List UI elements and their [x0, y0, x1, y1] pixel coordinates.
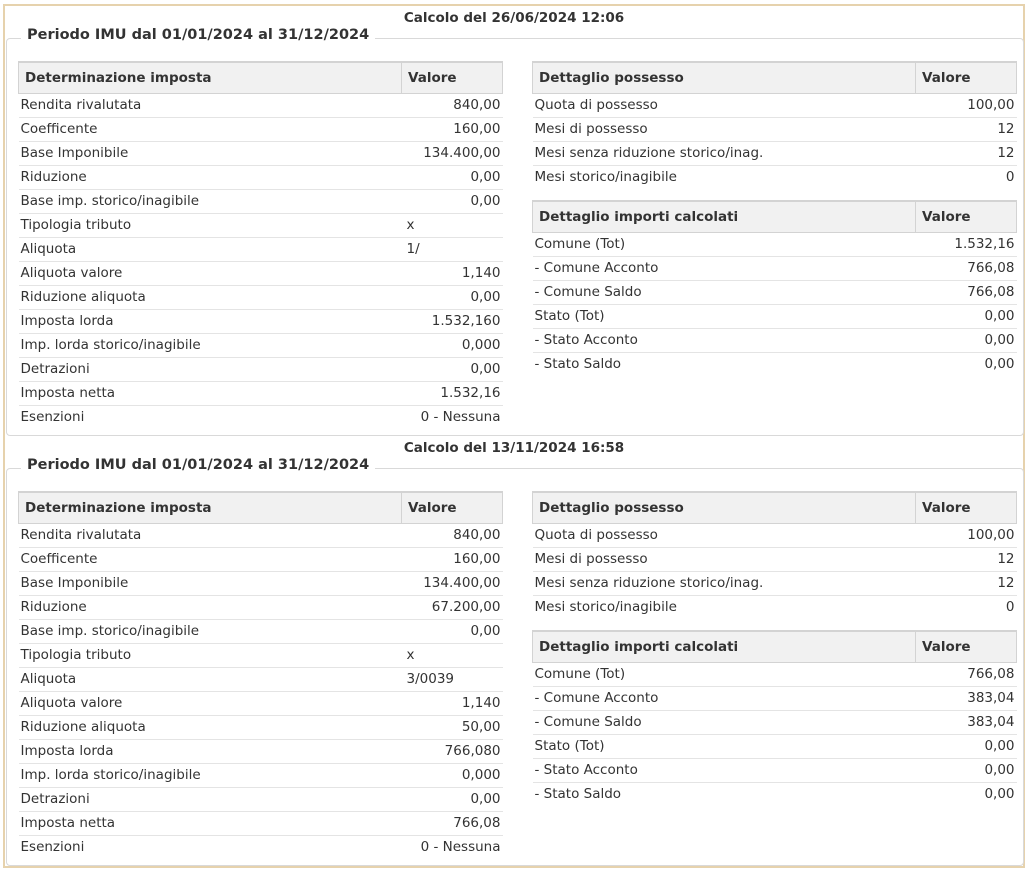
- row-label: Mesi di possesso: [533, 547, 916, 571]
- row-value: 383,04: [916, 686, 1017, 710]
- table-row: [19, 715, 503, 739]
- table-row: [533, 758, 1017, 782]
- row-value: 0,00: [916, 758, 1017, 782]
- periodo-fieldset: [6, 457, 1024, 866]
- calcolo-title: Calcolo del 13/11/2024 16:58: [403, 440, 625, 456]
- column-header-importi[interactable]: Dettaglio importi calcolati: [533, 631, 916, 662]
- table-row: [19, 547, 503, 571]
- table-row: [19, 763, 503, 787]
- column-header-valore[interactable]: Valore: [916, 62, 1017, 93]
- row-label: Esenzioni: [20, 409, 85, 426]
- determinazione-imposta-table: [18, 491, 503, 859]
- row-label: - Stato Acconto: [533, 328, 916, 352]
- row-value: 160,00: [402, 117, 503, 141]
- row-value: 100,00: [916, 523, 1017, 547]
- column-header-determinazione[interactable]: Determinazione imposta: [19, 492, 402, 523]
- row-label: Comune (Tot): [533, 662, 916, 686]
- dettaglio-importi-table: [532, 630, 1017, 806]
- dettaglio-importi-table: [532, 200, 1017, 376]
- row-label: Coefficente: [19, 117, 402, 141]
- row-label: - Stato Saldo: [534, 786, 622, 803]
- row-value: 766,08: [916, 256, 1017, 280]
- row-value: 12: [916, 547, 1017, 571]
- row-label: - Comune Saldo: [533, 710, 916, 734]
- table-row: [19, 213, 503, 237]
- table-row: [19, 643, 503, 667]
- row-label: Riduzione: [19, 595, 402, 619]
- table-row: [19, 691, 503, 715]
- row-value: 0: [1005, 169, 1015, 186]
- column-header-determinazione[interactable]: Determinazione imposta: [19, 62, 402, 93]
- column-header-valore[interactable]: Valore: [402, 62, 503, 93]
- row-label: Imposta netta: [19, 381, 402, 405]
- row-label: Coefficente: [19, 547, 402, 571]
- calcolo-title: Calcolo del 26/06/2024 12:06: [403, 10, 625, 26]
- row-label: Base Imponibile: [19, 571, 402, 595]
- row-label: Stato (Tot): [533, 304, 916, 328]
- row-value: 100,00: [916, 93, 1017, 117]
- table-row: [533, 571, 1017, 595]
- row-value: 67.200,00: [402, 595, 503, 619]
- periodo-legend: Periodo IMU dal 01/01/2024 al 31/12/2024: [21, 27, 375, 43]
- row-value: 1.532,16: [916, 232, 1017, 256]
- determinazione-imposta-table: [18, 61, 503, 429]
- row-value: 766,080: [402, 739, 503, 763]
- row-label: Base imp. storico/inagibile: [19, 619, 402, 643]
- row-value: 0: [1005, 599, 1015, 616]
- row-value: 12: [916, 141, 1017, 165]
- row-value: x: [402, 643, 503, 667]
- table-row: [533, 710, 1017, 734]
- row-label: Rendita rivalutata: [19, 93, 402, 117]
- row-value: 0,00: [402, 357, 503, 381]
- row-label: Aliquota valore: [19, 261, 402, 285]
- row-value: 766,08: [916, 280, 1017, 304]
- row-label: Mesi di possesso: [533, 117, 916, 141]
- table-row: [19, 261, 503, 285]
- row-label: Aliquota: [19, 237, 402, 261]
- table-row: [533, 93, 1017, 117]
- table-row: [19, 811, 503, 835]
- row-label: Esenzioni: [20, 839, 85, 856]
- row-value: 840,00: [402, 93, 503, 117]
- row-label: Base imp. storico/inagibile: [19, 189, 402, 213]
- row-value: 0 - Nessuna: [420, 409, 501, 426]
- row-label: - Stato Acconto: [533, 758, 916, 782]
- table-row: [19, 141, 503, 165]
- row-label: Tipologia tributo: [19, 643, 402, 667]
- row-label: - Comune Acconto: [533, 256, 916, 280]
- row-label: Mesi senza riduzione storico/inag.: [533, 571, 916, 595]
- row-value: 1,140: [402, 691, 503, 715]
- row-value: 134.400,00: [402, 571, 503, 595]
- table-row: [533, 547, 1017, 571]
- row-label: - Comune Saldo: [533, 280, 916, 304]
- table-row: [19, 117, 503, 141]
- row-value: 134.400,00: [402, 141, 503, 165]
- row-value: 3/0039: [402, 667, 503, 691]
- table-row: [19, 309, 503, 333]
- table-row: [19, 405, 503, 429]
- row-label: Aliquota: [19, 667, 402, 691]
- table-row: [533, 782, 1017, 806]
- row-value: 1,140: [402, 261, 503, 285]
- table-row: [533, 304, 1017, 328]
- table-row: [533, 165, 1017, 189]
- table-row: [533, 280, 1017, 304]
- row-label: Base Imponibile: [19, 141, 402, 165]
- table-row: [19, 333, 503, 357]
- table-row: [533, 662, 1017, 686]
- column-header-importi[interactable]: Dettaglio importi calcolati: [533, 201, 916, 232]
- periodo-legend: Periodo IMU dal 01/01/2024 al 31/12/2024: [21, 457, 375, 473]
- table-row: [533, 352, 1017, 376]
- row-value: 50,00: [402, 715, 503, 739]
- row-value: 1.532,16: [402, 381, 503, 405]
- row-label: Mesi senza riduzione storico/inag.: [533, 141, 916, 165]
- row-label: Aliquota valore: [19, 691, 402, 715]
- row-value: 840,00: [402, 523, 503, 547]
- table-row: [533, 256, 1017, 280]
- table-row: [19, 667, 503, 691]
- row-value: 0,00: [916, 304, 1017, 328]
- table-row: [19, 189, 503, 213]
- table-row: [19, 739, 503, 763]
- row-label: Imposta lorda: [19, 309, 402, 333]
- row-label: Detrazioni: [19, 787, 402, 811]
- row-value: 0,00: [402, 619, 503, 643]
- column-header-valore[interactable]: Valore: [916, 631, 1017, 662]
- row-value: 766,08: [916, 662, 1017, 686]
- row-label: Mesi storico/inagibile: [534, 599, 677, 616]
- table-row: [533, 523, 1017, 547]
- column-header-valore[interactable]: Valore: [916, 201, 1017, 232]
- row-value: 0,00: [402, 189, 503, 213]
- column-header-possesso[interactable]: Dettaglio possesso: [533, 62, 916, 93]
- row-label: Rendita rivalutata: [19, 523, 402, 547]
- row-value: 1.532,160: [402, 309, 503, 333]
- dettaglio-possesso-table: [532, 61, 1017, 189]
- row-value: 12: [916, 571, 1017, 595]
- row-label: - Comune Acconto: [533, 686, 916, 710]
- table-row: [19, 237, 503, 261]
- row-label: Imposta lorda: [19, 739, 402, 763]
- table-row: [19, 571, 503, 595]
- column-header-valore[interactable]: Valore: [402, 492, 503, 523]
- row-value: 0,00: [402, 787, 503, 811]
- table-row: [19, 165, 503, 189]
- table-row: [19, 787, 503, 811]
- row-label: Riduzione aliquota: [19, 715, 402, 739]
- calcoli-container: [3, 4, 1025, 868]
- periodo-fieldset: [6, 27, 1024, 436]
- row-value: 0,000: [402, 333, 503, 357]
- row-label: Imp. lorda storico/inagibile: [19, 333, 402, 357]
- row-value: 0,00: [402, 165, 503, 189]
- row-label: Imposta netta: [19, 811, 402, 835]
- column-header-possesso[interactable]: Dettaglio possesso: [533, 492, 916, 523]
- row-label: Quota di possesso: [533, 523, 916, 547]
- table-row: [19, 357, 503, 381]
- row-label: Quota di possesso: [533, 93, 916, 117]
- row-label: Comune (Tot): [533, 232, 916, 256]
- table-row: [533, 141, 1017, 165]
- table-row: [533, 328, 1017, 352]
- table-row: [19, 523, 503, 547]
- table-row: [19, 835, 503, 859]
- table-row: [533, 595, 1017, 619]
- table-row: [19, 381, 503, 405]
- row-value: 1/: [402, 237, 503, 261]
- row-value: 0,00: [916, 328, 1017, 352]
- row-value: 12: [916, 117, 1017, 141]
- row-value: 0 - Nessuna: [420, 839, 501, 856]
- row-label: Tipologia tributo: [19, 213, 402, 237]
- row-value: 383,04: [916, 710, 1017, 734]
- row-value: 0,00: [984, 786, 1015, 803]
- table-row: [19, 93, 503, 117]
- row-label: Mesi storico/inagibile: [534, 169, 677, 186]
- row-label: - Stato Saldo: [534, 356, 622, 373]
- table-row: [533, 117, 1017, 141]
- table-row: [19, 285, 503, 309]
- row-label: Stato (Tot): [533, 734, 916, 758]
- row-value: 0,00: [402, 285, 503, 309]
- column-header-valore[interactable]: Valore: [916, 492, 1017, 523]
- row-label: Riduzione aliquota: [19, 285, 402, 309]
- row-label: Detrazioni: [19, 357, 402, 381]
- row-value: x: [402, 213, 503, 237]
- row-value: 0,00: [984, 356, 1015, 373]
- row-value: 160,00: [402, 547, 503, 571]
- row-label: Riduzione: [19, 165, 402, 189]
- row-label: Imp. lorda storico/inagibile: [19, 763, 402, 787]
- table-row: [19, 595, 503, 619]
- table-row: [533, 734, 1017, 758]
- row-value: 766,08: [402, 811, 503, 835]
- table-row: [19, 619, 503, 643]
- table-row: [533, 686, 1017, 710]
- table-row: [533, 232, 1017, 256]
- dettaglio-possesso-table: [532, 491, 1017, 619]
- row-value: 0,00: [916, 734, 1017, 758]
- row-value: 0,000: [402, 763, 503, 787]
